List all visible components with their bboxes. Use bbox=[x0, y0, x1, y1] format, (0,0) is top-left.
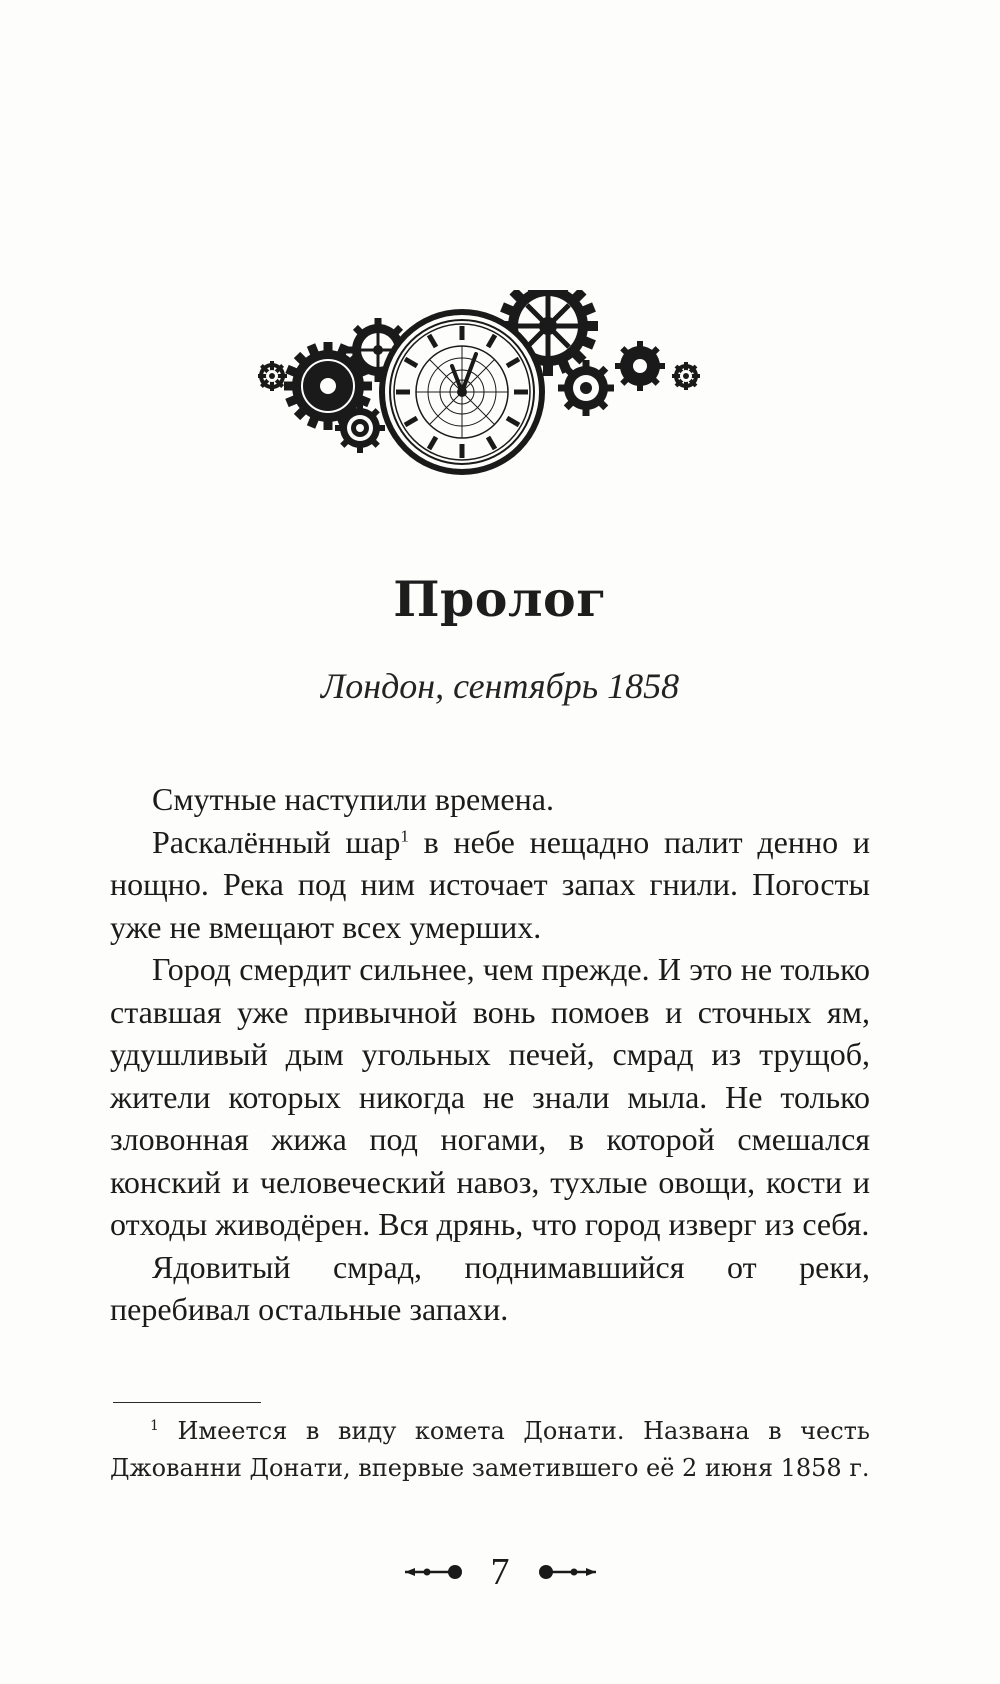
chapter-title: Пролог bbox=[393, 570, 607, 628]
footnote-reference[interactable]: 1 bbox=[400, 825, 409, 845]
paragraph-text: в небе нещадно палит денно и нощно. Река под ним источает запах гнили. Погосты уже не вмещают всех умерших. bbox=[110, 823, 871, 945]
paragraph bbox=[110, 821, 870, 949]
paragraph: Город смердит сильнее, чем прежде. И это не только ставшая уже привычной вонь помоев и сточных ям, удушливый дым угольных печей, смрад из трущоб, жители которых никогда не знали мыла. Не только зловонная жижа под ногами, в которой смешался конский и человеческий навоз, тухлые овощи, кости и отходы живодёрен. Вся дрянь, что город изверг из себя. bbox=[110, 951, 870, 1242]
pin-ornament-left-icon bbox=[403, 1563, 465, 1581]
paragraph: Смутные наступили времена. bbox=[152, 781, 554, 817]
footnote-divider bbox=[113, 1402, 261, 1403]
page-folio bbox=[0, 1547, 1000, 1597]
footnote bbox=[110, 1413, 870, 1487]
body-text bbox=[110, 778, 870, 1331]
clock-and-gears-icon bbox=[258, 290, 706, 500]
page-number: 7 bbox=[490, 1551, 510, 1593]
chapter-subtitle: Лондон, сентябрь 1858 bbox=[320, 666, 680, 706]
footnote-marker: 1 bbox=[150, 1418, 159, 1434]
footnote-text: Имеется в виду комета Донати. Названа в честь Джованни Донати, впервые заметившего её 2 июня 1858 г. bbox=[110, 1417, 870, 1482]
paragraph: Ядовитый смрад, поднимавшийся от реки, перебивал остальные запахи. bbox=[110, 1248, 870, 1327]
paragraph-text: Раскалённый шар bbox=[152, 823, 401, 860]
pin-ornament-right-icon bbox=[536, 1563, 598, 1581]
